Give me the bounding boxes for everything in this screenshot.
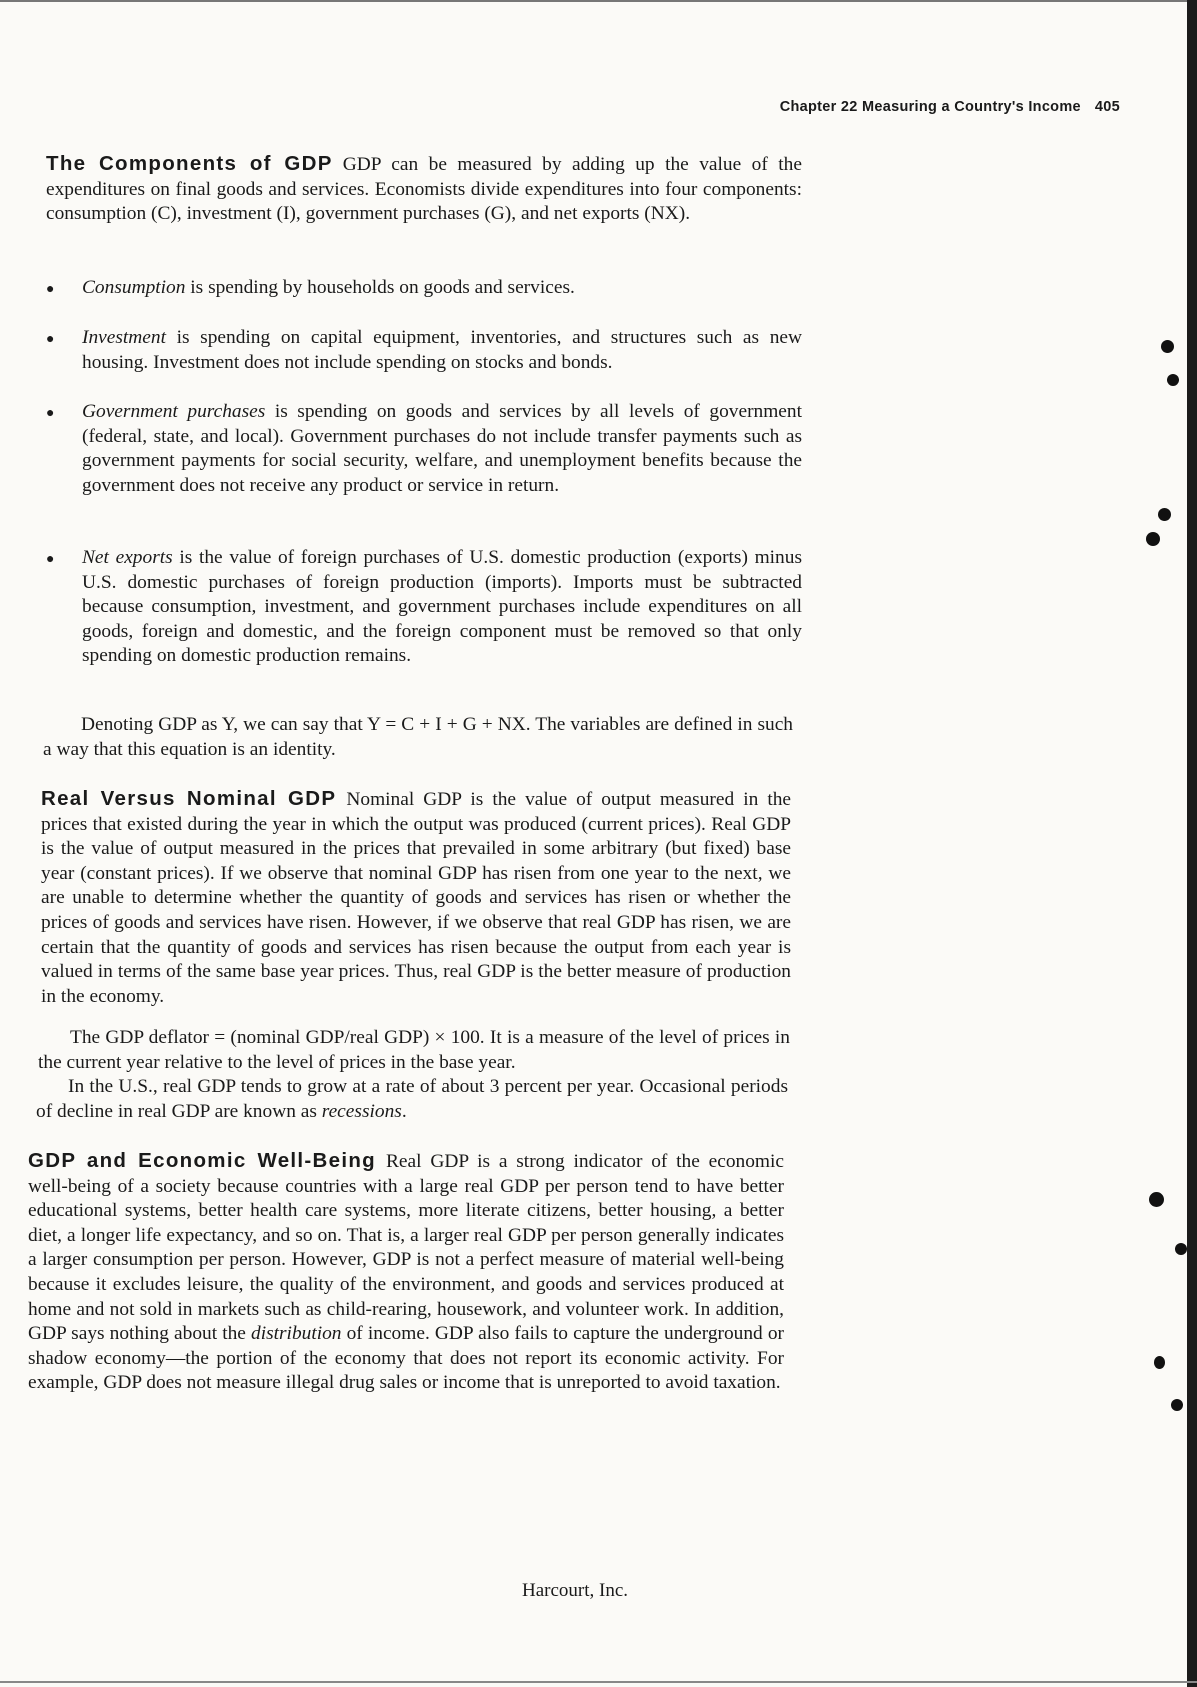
- punch-hole-mark: [1149, 1192, 1164, 1207]
- bullet-term: Investment: [82, 327, 166, 348]
- running-header: [690, 99, 1120, 115]
- page-edge-shadow: [1187, 0, 1197, 1687]
- punch-hole-mark: [1146, 532, 1160, 546]
- bullet-term: Government purchases: [82, 401, 266, 422]
- bullet-icon: ●: [46, 332, 55, 347]
- bullet-consumption: [82, 276, 802, 301]
- bullet-icon: ●: [46, 552, 55, 567]
- bullet-text: is spending on capital equipment, inventories, and structures such as new housing. Investment does not include spending on stocks and bonds.: [82, 327, 802, 373]
- wellbeing-text-end: of income. GDP also fails to capture the underground or shadow economy—the portion of the economy that does not report its economic activity. For example, GDP does not measure illegal drug sales or income that is unreported to avoid taxation.: [28, 1323, 784, 1394]
- real-nominal-paragraph: [41, 787, 791, 1009]
- publisher-footer: Harcourt, Inc.: [521, 1580, 629, 1601]
- punch-hole-mark: [1158, 508, 1171, 521]
- punch-hole-mark: [1175, 1243, 1187, 1255]
- chapter-title: Chapter 22 Measuring a Country's Income: [779, 99, 1081, 115]
- section-heading-wellbeing: GDP and Economic Well-Being: [28, 1149, 376, 1172]
- real-nominal-text: Nominal GDP is the value of output measured in the prices that existed during the year in which the output was produced (current prices). Real GDP is the value of output measured in the prices that prevailed in some arbitrary (but fixed) base year (constant prices). If we observe that nominal GDP has risen from one year to the next, we are unable to determine whether the quantity of goods and services has risen or whether the prices of goods and services have risen. However, if we observe that real GDP has risen, we are certain that the quantity of goods and services has risen because the output from each year is valued in terms of the same base year prices. Thus, real GDP is the better measure of production in the economy.: [41, 789, 792, 1007]
- bullet-government-purchases: [82, 400, 802, 498]
- components-intro-text: GDP can be measured by adding up the value of the expenditures on final goods and services. Economists divide expenditures into four components: consumption (C), investment (I), government purchases (G), and net exports (NX).: [46, 154, 802, 225]
- identity-paragraph: Denoting GDP as Y, we can say that Y = C + I + G + NX. The variables are defined in such a way that this equation is an identity.: [43, 714, 793, 760]
- punch-hole-mark: [1167, 374, 1179, 386]
- recessions-text: In the U.S., real GDP tends to grow at a rate of about 3 percent per year. Occasional periods of decline in real GDP are known as: [36, 1076, 788, 1122]
- bullet-term: Consumption: [82, 277, 186, 298]
- wellbeing-text-start: Real GDP is a strong indicator of the economic well-being of a society because countries with a large real GDP per person tend to have better educational systems, better health care systems, more literate citizens, better housing, a better diet, a longer life expectancy, and so on. That is, a larger real GDP per person generally indicates a larger consumption per person. However, GDP is not a perfect measure of material well-being because it excludes leisure, the quality of the environment, and goods and services produced at home and not sold in markets such as child-rearing, housework, and volunteer work. In addition, GDP says nothing about the: [28, 1151, 784, 1345]
- bullet-term: Net exports: [82, 547, 173, 568]
- section-heading-components: The Components of GDP: [46, 152, 333, 175]
- recessions-end: .: [401, 1100, 407, 1122]
- punch-hole-mark: [1161, 340, 1174, 353]
- top-edge-line: [0, 0, 1197, 2]
- punch-hole-mark: [1154, 1356, 1165, 1369]
- recessions-paragraph: [36, 1075, 788, 1124]
- distribution-term: distribution: [251, 1323, 342, 1345]
- punch-hole-mark: [1171, 1399, 1183, 1411]
- bullet-icon: ●: [46, 282, 55, 297]
- page-number: 405: [1094, 99, 1120, 115]
- bullet-investment: [82, 326, 802, 375]
- components-intro-paragraph: [46, 152, 802, 227]
- gdp-deflator-paragraph: The GDP deflator = (nominal GDP/real GDP) × 100. It is a measure of the level of prices in the current year relative to the level of prices in the base year.: [38, 1027, 790, 1073]
- bullet-text: is the value of foreign purchases of U.S. domestic production (exports) minus U.S. domestic purchases of foreign production (imports). Imports must be subtracted because consumption, investment, and government purchases include expenditures on all goods, foreign and domestic, and the foreign component must be removed so that only spending on domestic production remains.: [82, 547, 802, 667]
- bullet-icon: ●: [46, 406, 55, 421]
- bullet-net-exports: [82, 546, 802, 669]
- section-heading-real-nominal: Real Versus Nominal GDP: [41, 787, 337, 810]
- bullet-text: is spending on goods and services by all levels of government (federal, state, and local). Government purchases do not include transfer payments such as government payments for social security, welfare, and unemployment benefits because the government does not receive any product or service in return.: [82, 401, 802, 496]
- bullet-text: is spending by households on goods and services.: [185, 277, 575, 298]
- wellbeing-paragraph: [28, 1149, 784, 1396]
- bottom-edge-line: [0, 1681, 1197, 1683]
- recessions-term: recessions: [321, 1100, 402, 1122]
